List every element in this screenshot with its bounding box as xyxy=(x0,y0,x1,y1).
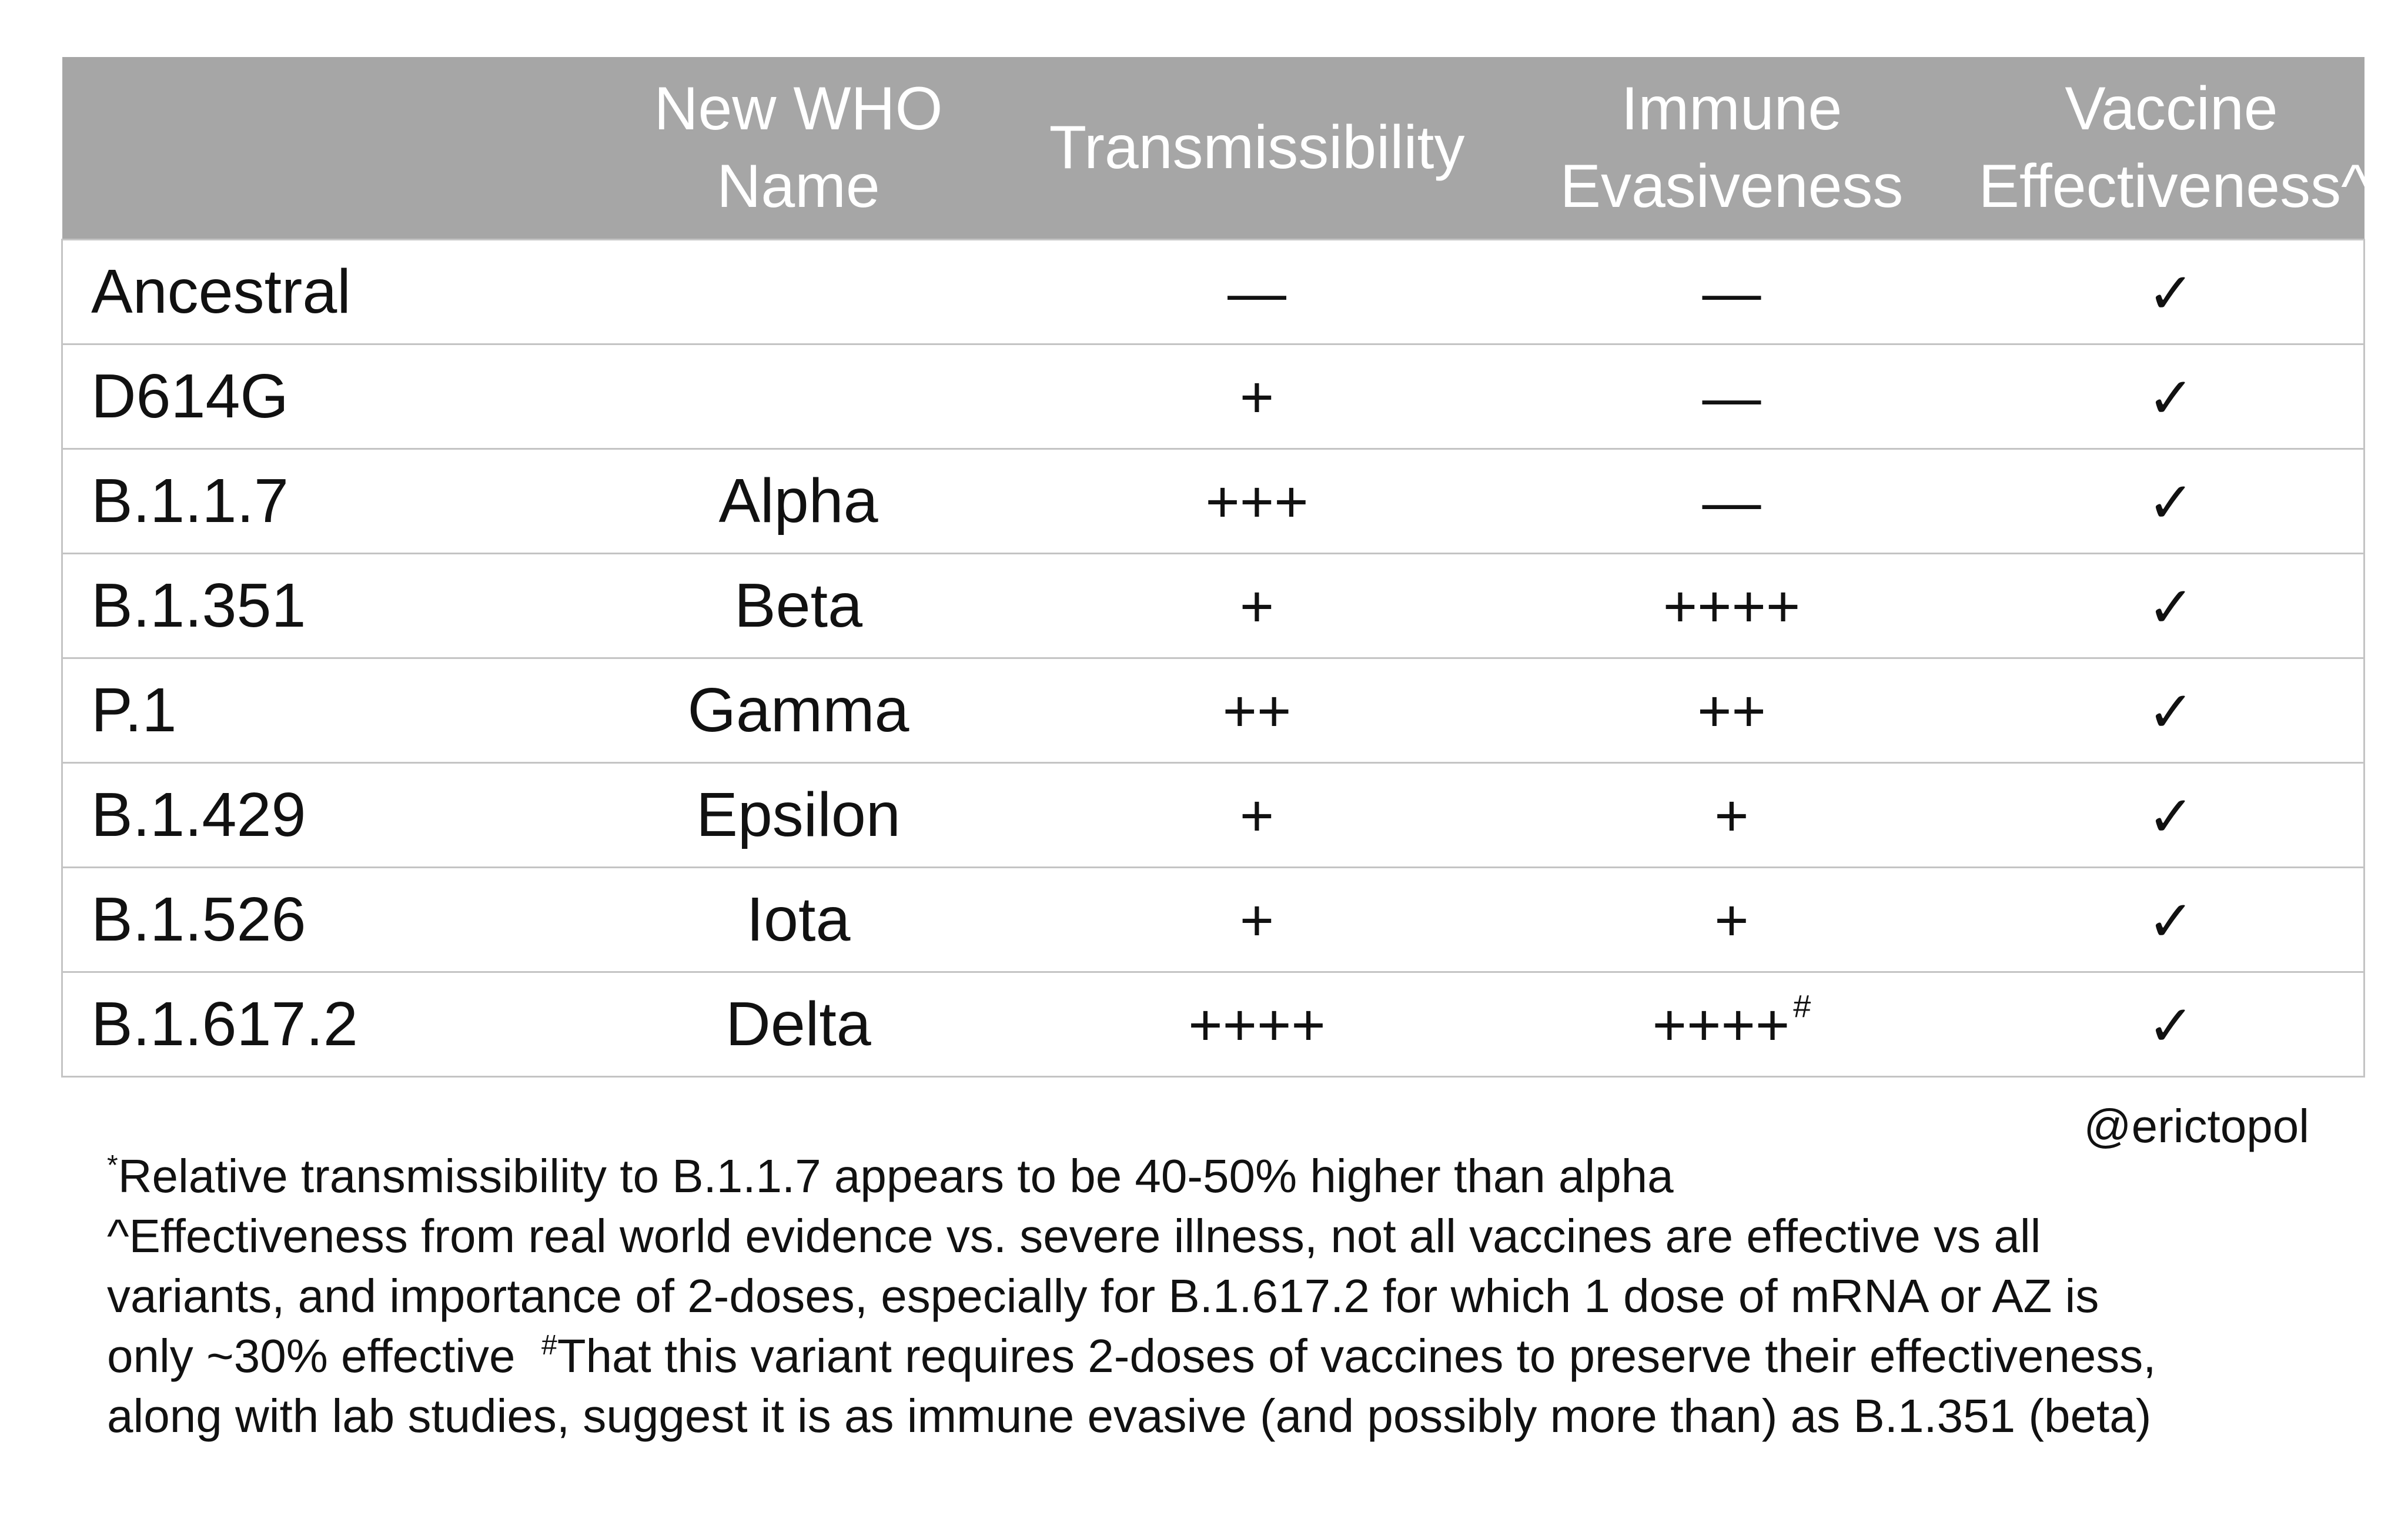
who-name-cell-value: Beta xyxy=(734,570,863,640)
immune-evasiveness-cell xyxy=(1485,867,1979,972)
checkmark-icon: ✓ xyxy=(2147,469,2195,536)
who-name-cell xyxy=(568,449,1029,553)
vaccine-effectiveness-cell xyxy=(1979,762,2364,867)
variant-cell-value: B.1.429 xyxy=(91,779,306,849)
who-name-cell xyxy=(568,972,1029,1076)
variant-cell-value: B.1.1.7 xyxy=(91,466,289,536)
header-variant xyxy=(62,57,568,239)
transmissibility-cell xyxy=(1029,449,1485,553)
variant-cell xyxy=(62,762,568,867)
who-name-cell-value: Gamma xyxy=(687,675,909,745)
table-row xyxy=(62,762,2364,867)
immune-evasiveness-cell-value: ++ xyxy=(1697,678,1766,744)
immune-evasiveness-cell xyxy=(1485,553,1979,658)
immune-evasiveness-cell-value: ++++ xyxy=(1652,992,1790,1058)
immune-evasiveness-cell-value: — xyxy=(1702,259,1761,326)
vaccine-effectiveness-cell xyxy=(1979,449,2364,553)
checkmark-icon: ✓ xyxy=(2147,364,2195,431)
who-name-cell xyxy=(568,344,1029,449)
transmissibility-cell xyxy=(1029,239,1485,344)
vaccine-effectiveness-cell xyxy=(1979,239,2364,344)
transmissibility-cell-value: ++++ xyxy=(1188,992,1326,1058)
immune-evasiveness-cell xyxy=(1485,658,1979,762)
variant-cell-value: B.1.617.2 xyxy=(91,989,358,1059)
footnote-effectiveness-text: only ~30% effective xyxy=(107,1330,541,1382)
checkmark-icon: ✓ xyxy=(2147,888,2195,954)
header-vaccine-effectiveness xyxy=(1978,57,2370,239)
immune-evasiveness-cell xyxy=(1485,972,1979,1076)
variant-cell-value: Ancestral xyxy=(91,256,351,326)
attribution-handle: @erictopol xyxy=(2083,1100,2309,1152)
immune-evasiveness-cell xyxy=(1485,344,1979,449)
who-name-cell-value: Epsilon xyxy=(696,779,901,849)
header-who-name xyxy=(568,57,1029,239)
transmissibility-cell-value: + xyxy=(1239,364,1275,430)
variant-comparison-table xyxy=(61,57,2370,1078)
who-name-cell xyxy=(568,239,1029,344)
variant-cell xyxy=(62,239,568,344)
variant-cell xyxy=(62,553,568,658)
footnote-effectiveness-line-2: variants, and importance of 2-doses, especially for B.1.617.2 for which 1 dose of mRNA or AZ is xyxy=(107,1270,2099,1322)
who-name-cell xyxy=(568,553,1029,658)
immune-evasiveness-cell-value: + xyxy=(1714,887,1749,953)
table-body xyxy=(62,239,2364,1076)
immune-evasiveness-cell-value: + xyxy=(1714,782,1749,849)
footnote-asterisk: * xyxy=(107,1150,118,1181)
who-name-cell xyxy=(568,658,1029,762)
header-line: Vaccine xyxy=(2065,75,2278,143)
table-row xyxy=(62,658,2364,762)
who-name-cell xyxy=(568,867,1029,972)
header-row xyxy=(62,57,2364,239)
immune-evasiveness-cell xyxy=(1485,239,1979,344)
transmissibility-cell xyxy=(1029,972,1485,1076)
checkmark-icon: ✓ xyxy=(2147,260,2195,326)
vaccine-effectiveness-cell xyxy=(1979,658,2364,762)
footnote-transmissibility xyxy=(107,1146,2364,1206)
who-name-cell-value: Delta xyxy=(725,989,871,1059)
who-name-cell-value: Iota xyxy=(746,884,851,954)
transmissibility-cell xyxy=(1029,553,1485,658)
transmissibility-cell xyxy=(1029,344,1485,449)
transmissibility-cell xyxy=(1029,658,1485,762)
footnote-transmissibility-text: Relative transmissibility to B.1.1.7 appears to be 40-50% higher than alpha xyxy=(118,1150,1674,1202)
vaccine-effectiveness-cell xyxy=(1979,344,2364,449)
footnote-hash-line-2: along with lab studies, suggest it is as immune evasive (and possibly more than) as B.1.351 (beta) xyxy=(107,1390,2152,1442)
table-row xyxy=(62,553,2364,658)
header-line: Name xyxy=(717,152,880,221)
immune-evasiveness-cell xyxy=(1485,449,1979,553)
variant-cell xyxy=(62,658,568,762)
header-line: Effectiveness^ xyxy=(1978,152,2370,221)
variant-cell-value: D614G xyxy=(91,361,289,431)
header-line: New WHO xyxy=(654,75,943,143)
variant-cell xyxy=(62,449,568,553)
table-row xyxy=(62,972,2364,1076)
checkmark-icon: ✓ xyxy=(2147,783,2195,849)
header-transmissibility xyxy=(1029,57,1485,239)
immune-evasiveness-cell xyxy=(1485,762,1979,867)
variant-cell-value: P.1 xyxy=(91,675,177,745)
who-name-cell xyxy=(568,762,1029,867)
table-row xyxy=(62,239,2364,344)
vaccine-effectiveness-cell xyxy=(1979,972,2364,1076)
transmissibility-cell xyxy=(1029,867,1485,972)
variant-cell xyxy=(62,972,568,1076)
table-row xyxy=(62,344,2364,449)
variant-cell xyxy=(62,867,568,972)
footnote-effectiveness-line-3 xyxy=(107,1326,2364,1386)
transmissibility-cell-value: + xyxy=(1239,887,1275,953)
variant-cell-value: B.1.351 xyxy=(91,570,306,640)
table-header xyxy=(62,57,2370,239)
transmissibility-cell-value: — xyxy=(1228,259,1286,326)
immune-evasiveness-cell-value: — xyxy=(1702,469,1761,535)
transmissibility-cell-value: +++ xyxy=(1205,469,1309,535)
footnote-hash-text: That this variant requires 2-doses of vaccines to preserve their effectiveness, xyxy=(557,1330,2156,1382)
footnotes xyxy=(107,1146,2364,1446)
footnote-hash: # xyxy=(541,1330,557,1361)
table-row xyxy=(62,449,2364,553)
immune-evasiveness-cell-value: — xyxy=(1702,364,1761,430)
header-line: Transmissibility xyxy=(1049,113,1465,182)
immune-footnote-marker: # xyxy=(1793,988,1811,1024)
table-row xyxy=(62,867,2364,972)
immune-evasiveness-cell-value: ++++ xyxy=(1663,573,1801,640)
transmissibility-cell-value: ++ xyxy=(1222,678,1292,744)
variant-cell xyxy=(62,344,568,449)
vaccine-effectiveness-cell xyxy=(1979,553,2364,658)
checkmark-icon: ✓ xyxy=(2147,574,2195,640)
transmissibility-cell-value: + xyxy=(1239,573,1275,640)
header-line: Immune xyxy=(1621,75,1842,143)
checkmark-icon: ✓ xyxy=(2147,678,2195,745)
who-name-cell-value: Alpha xyxy=(718,466,878,536)
header-line: Evasiveness xyxy=(1560,152,1904,221)
checkmark-icon: ✓ xyxy=(2147,992,2195,1059)
footnote-effectiveness-line-1: ^Effectiveness from real world evidence vs. severe illness, not all vaccines are effective vs all xyxy=(107,1210,2041,1262)
variant-cell-value: B.1.526 xyxy=(91,884,306,954)
transmissibility-cell-value: + xyxy=(1239,782,1275,849)
vaccine-effectiveness-cell xyxy=(1979,867,2364,972)
transmissibility-cell xyxy=(1029,762,1485,867)
header-immune-evasiveness xyxy=(1485,57,1979,239)
